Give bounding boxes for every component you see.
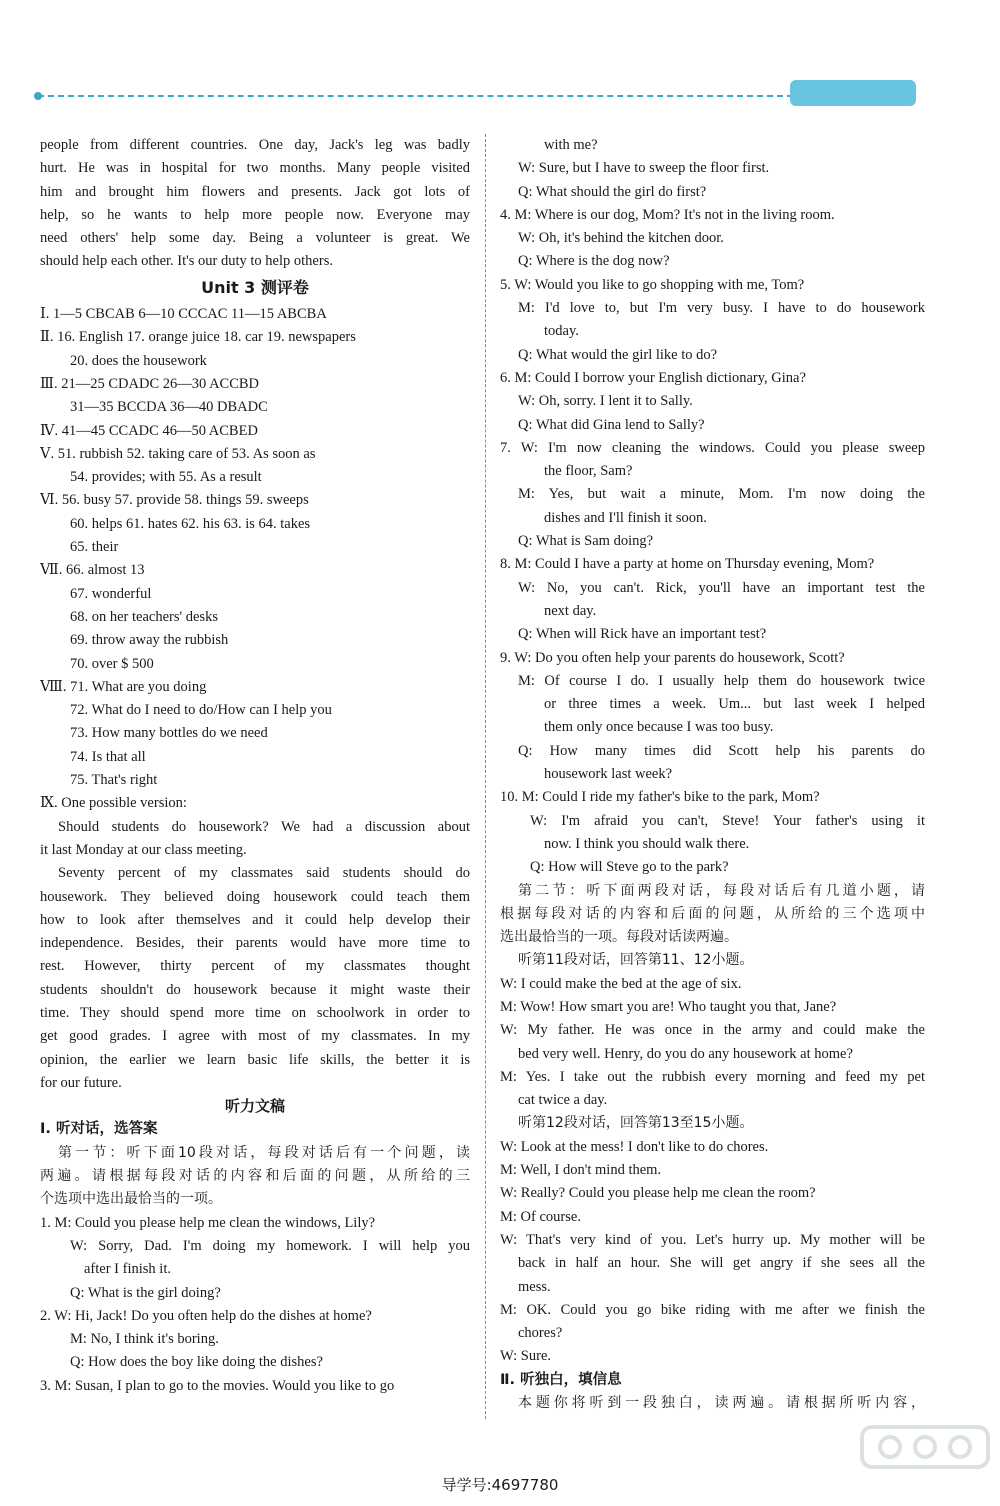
right-text-line: 根据每段对话的内容和后面的问题，从所给的三个选项中 — [500, 905, 925, 922]
right-text-line: W: Oh, sorry. I lent it to Sally. — [518, 393, 693, 410]
right-text-line: M: Of course I do. I usually help them do housework twice — [518, 672, 925, 689]
left-text-line: Ⅱ. 16. English 17. orange juice 18. car 19. newspapers — [40, 329, 356, 346]
right-text-line: or three times a week. Um... but last week I helped — [544, 696, 925, 713]
left-text-line: M: No, I think it's boring. — [70, 1331, 219, 1348]
right-text-line: 第二节：听下面两段对话，每段对话后有几道小题，请 — [518, 882, 925, 899]
right-text-line: housework last week? — [544, 766, 673, 783]
left-text-line: rest. However, thirty percent of my classmates thought — [40, 958, 470, 975]
left-text-line: W: Sorry, Dad. I'm doing my homework. I will help you — [70, 1237, 470, 1254]
right-text-line: W: Look at the mess! I don't like to do chores. — [500, 1138, 769, 1155]
watermark-logo — [860, 1425, 990, 1495]
left-text-line: help, so he wants to help more people now. Everyone may — [40, 206, 470, 223]
right-column — [500, 134, 925, 1415]
right-text-line: 8. M: Could I have a party at home on Thursday evening, Mom? — [500, 556, 875, 573]
left-text-line: 74. Is that all — [70, 748, 146, 765]
left-text-line: 65. their — [70, 539, 119, 556]
left-text-line: students shouldn't do housework because it might waste their — [40, 981, 470, 998]
right-text-line: bed very well. Henry, do you do any housework at home? — [518, 1045, 853, 1062]
header-tab — [790, 80, 916, 106]
right-text-line: chores? — [518, 1325, 563, 1342]
left-text-line: after I finish it. — [84, 1261, 171, 1278]
right-text-line: W: I could make the bed at the age of six. — [500, 975, 742, 992]
left-text-line: Ⅳ. 41—45 CCADC 46—50 ACBED — [40, 422, 258, 439]
right-text-line: Q: Where is the dog now? — [518, 253, 670, 270]
left-text-line: should help each other. It's our duty to help others. — [40, 253, 333, 270]
right-text-line: M: Yes, but wait a minute, Mom. I'm now doing the — [518, 486, 925, 503]
left-text-line: 第一节：听下面10段对话，每段对话后有一个问题，读 — [58, 1144, 470, 1161]
right-text-line: next day. — [544, 602, 597, 619]
right-text-line: Q: What did Gina lend to Sally? — [518, 416, 705, 433]
left-text-line: Ⅴ. 51. rubbish 52. taking care of 53. As soon as — [40, 445, 316, 462]
right-text-line: them only once because I was too busy. — [544, 719, 774, 736]
column-divider — [485, 134, 486, 1419]
left-text-line: people from different countries. One day, Jack's leg was badly — [40, 137, 470, 153]
right-text-line: W: Really? Could you please help me clean the room? — [500, 1185, 816, 1202]
right-text-line: Ⅱ. 听独白，填信息 — [500, 1371, 622, 1388]
right-text-line: Q: How many times did Scott help his parents do — [518, 742, 925, 759]
right-text-line: W: That's very kind of you. Let's hurry up. My mother will be — [500, 1231, 925, 1248]
left-text-line: 个选项中选出最恰当的一项。 — [40, 1191, 222, 1208]
left-text-line: hurt. He was in hospital for two months. Many people visited — [40, 160, 470, 177]
footer-guide-number: 导学号:4697780 — [441, 1476, 559, 1494]
left-column — [40, 134, 470, 1398]
left-text-line: for our future. — [40, 1074, 122, 1091]
left-text-line: 3. M: Susan, I plan to go to the movies. Would you like to go — [40, 1377, 395, 1394]
left-text-line: Ⅰ. 1—5 CBCAB 6—10 CCCAC 11—15 ABCBA — [40, 306, 327, 323]
left-text-line: 67. wonderful — [70, 585, 152, 602]
right-text-line: W: No, you can't. Rick, you'll have an important test the — [518, 579, 925, 596]
left-text-line: Should students do housework? We had a discussion about — [58, 818, 470, 835]
left-text-line: 70. over $ 500 — [70, 655, 154, 672]
right-text-line: 听第11段对话，回答第11、12小题。 — [518, 952, 754, 969]
left-text-line: Ⅶ. 66. almost 13 — [40, 562, 145, 579]
right-text-line: with me? — [544, 137, 598, 153]
left-text-line: it last Monday at our class meeting. — [40, 841, 247, 858]
left-text-line: 31—35 BCCDA 36—40 DBADC — [70, 399, 268, 416]
right-text-line: Q: What is Sam doing? — [518, 533, 654, 550]
right-text-line: M: Wow! How smart you are! Who taught you that, Jane? — [500, 998, 837, 1015]
left-text-line: Q: How does the boy like doing the dishes? — [70, 1354, 323, 1371]
left-text-line: 68. on her teachers' desks — [70, 608, 218, 625]
right-text-line: W: Sure, but I have to sweep the floor first. — [518, 160, 770, 177]
right-text-line: back in half an hour. She will get angry if she sees all the — [518, 1255, 925, 1272]
left-text-line: 20. does the housework — [70, 352, 207, 369]
right-text-line: M: Well, I don't mind them. — [500, 1162, 662, 1179]
left-text-line: time. They should spend more time on schoolwork in order to — [40, 1004, 470, 1021]
right-text-line: dishes and I'll finish it soon. — [544, 509, 707, 526]
right-text-line: Q: What would the girl like to do? — [518, 346, 718, 363]
left-text-line: 73. How many bottles do we need — [70, 725, 268, 742]
left-text-line: Ⅸ. One possible version: — [40, 795, 187, 812]
left-text-line: how to look after themselves and it could help develop their — [40, 911, 470, 928]
right-text-line: Q: How will Steve go to the park? — [530, 859, 729, 876]
right-text-line: cat twice a day. — [518, 1092, 608, 1109]
left-text-line: 听力文稿 — [224, 1097, 285, 1116]
left-text-line: 1. M: Could you please help me clean the windows, Lily? — [40, 1214, 376, 1231]
right-text-line: today. — [544, 323, 579, 340]
left-text-line: 60. helps 61. hates 62. his 63. is 64. takes — [70, 515, 311, 532]
right-text-line: W: My father. He was once in the army and could make the — [500, 1022, 925, 1039]
header-dashed-line — [38, 95, 793, 97]
left-text-line: Ⅵ. 56. busy 57. provide 58. things 59. sweeps — [40, 492, 309, 509]
right-text-line: now. I think you should walk there. — [544, 835, 750, 852]
right-text-line: 9. W: Do you often help your parents do housework, Scott? — [500, 649, 845, 666]
right-text-line: M: Of course. — [500, 1208, 581, 1225]
left-text-line: Q: What is the girl doing? — [70, 1284, 221, 1301]
right-text-line: 4. M: Where is our dog, Mom? It's not in the living room. — [500, 206, 835, 223]
left-text-line: need others' help some day. Being a volunteer is great. We — [40, 230, 470, 247]
left-text-line: 69. throw away the rubbish — [70, 632, 229, 649]
left-text-line: 75. That's right — [70, 772, 158, 789]
right-text-line: 选出最恰当的一项。每段对话读两遍。 — [500, 929, 738, 946]
left-text-line: 两遍。请根据每段对话的内容和后面的问题，从所给的三 — [40, 1168, 470, 1185]
right-text-line: 5. W: Would you like to go shopping with me, Tom? — [500, 276, 805, 293]
right-text-line: 听第12段对话，回答第13至15小题。 — [518, 1115, 754, 1132]
left-text-line: Unit 3 测评卷 — [201, 277, 309, 297]
left-text-line: Seventy percent of my classmates said students should do — [58, 865, 470, 882]
right-text-line: W: Oh, it's behind the kitchen door. — [518, 230, 724, 247]
left-text-line: housework. They believed doing housework could teach them — [40, 888, 470, 905]
right-text-line: M: I'd love to, but I'm very busy. I have to do housework — [518, 300, 925, 317]
left-text-line: Ⅰ. 听对话，选答案 — [40, 1121, 158, 1138]
left-text-line: Ⅲ. 21—25 CDADC 26—30 ACCBD — [40, 375, 260, 392]
right-text-line: 本题你将听到一段独白，读两遍。请根据所听内容， — [518, 1395, 925, 1412]
left-text-line: 2. W: Hi, Jack! Do you often help do the dishes at home? — [40, 1307, 372, 1324]
right-text-line: mess. — [518, 1278, 551, 1295]
left-text-line: Ⅷ. 71. What are you doing — [40, 678, 207, 695]
left-text-line: 72. What do I need to do/How can I help you — [70, 702, 332, 719]
right-text-line: 10. M: Could I ride my father's bike to the park, Mom? — [500, 789, 820, 806]
right-text-line: the floor, Sam? — [544, 463, 633, 480]
right-text-line: W: Sure. — [500, 1348, 552, 1365]
left-text-line: independence. Besides, their parents would have more time to — [40, 935, 470, 952]
left-text-line: get good grades. I agree with most of my classmates. In my — [40, 1028, 470, 1045]
left-text-line: 54. provides; with 55. As a result — [70, 469, 262, 486]
right-text-line: 6. M: Could I borrow your English dictionary, Gina? — [500, 369, 806, 386]
left-text-line: opinion, the earlier we learn basic life skills, the better it is — [40, 1051, 470, 1068]
right-text-line: Q: When will Rick have an important test? — [518, 626, 767, 643]
right-text-line: M: Yes. I take out the rubbish every morning and feed my pet — [500, 1068, 925, 1085]
right-text-line: M: OK. Could you go bike riding with me after we finish the — [500, 1301, 925, 1318]
right-text-line: 7. W: I'm now cleaning the windows. Could you please sweep — [500, 439, 925, 456]
left-text-line: him and brought him flowers and presents. Jack got lots of — [40, 183, 470, 200]
right-text-line: W: I'm afraid you can't, Steve! Your father's using it — [530, 812, 925, 829]
right-text-line: Q: What should the girl do first? — [518, 183, 707, 200]
